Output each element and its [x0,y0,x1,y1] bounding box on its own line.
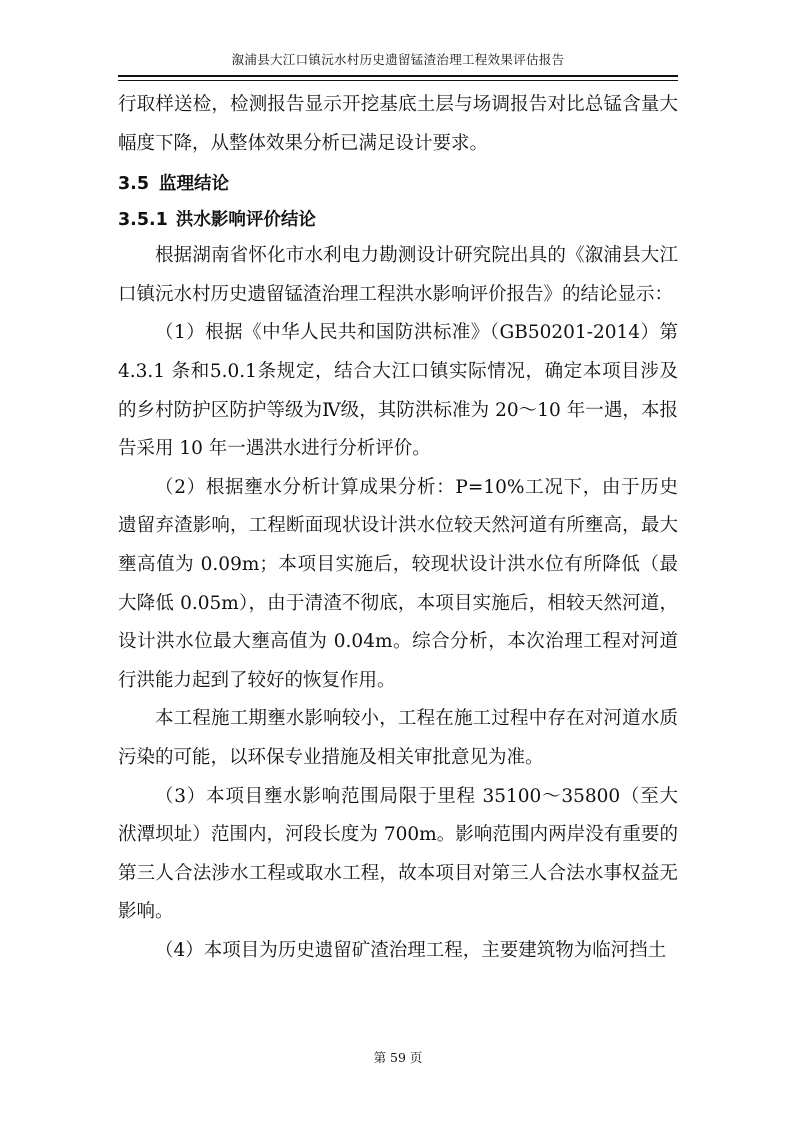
paragraph-construction-impact: 本工程施工期壅水影响较小，工程在施工过程中存在对河道水质污染的可能，以环保专业措施及相关审批意见为准。 [118,708,678,768]
paragraph-intro: 根据湖南省怀化市水利电力勘测设计研究院出具的《溆浦县大江口镇沅水村历史遗留锰渣治理工程洪水影响评价报告》的结论显示： [118,245,678,305]
page-body [118,86,678,970]
paragraph-item-1: （1）根据《中华人民共和国防洪标准》（GB50201-2014）第 4.3.1 条和5.0.1条规定，结合大江口镇实际情况，确定本项目涉及的乡村防护区防护等级为Ⅳ级，其防洪标准为 20～10 年一遇，本报告采用 10 年一遇洪水进行分析评价。 [118,322,678,460]
section-number: 3.5 [118,174,150,195]
header-rule-thin [118,80,678,81]
paragraph-item-3: （3）本项目壅水影响范围局限于里程 35100～35800（至大洑潭坝址）范围内，河段长度为 700m。影响范围内两岸没有重要的第三人合法涉水工程或取水工程，故本项目对第三人合法水事权益无影响。 [118,785,678,923]
continued-paragraph: 行取样送检，检测报告显示开挖基底土层与场调报告对比总锰含量大幅度下降，从整体效果分析已满足设计要求。 [118,94,678,154]
header-rule-thick [118,75,678,77]
paragraph-item-2: （2）根据壅水分析计算成果分析：P=10%工况下，由于历史遗留弃渣影响，工程断面现状设计洪水位较天然河道有所壅高，最大壅高值为 0.09m；本项目实施后，较现状设计洪水位有所降低（最大降低 0.05m），由于清渣不彻底，本项目实施后，相较天然河道，设计洪水位最大壅高值为 0.04m。综合分析，本次治理工程对河道行洪能力起到了较好的恢复作用。 [118,476,678,691]
subsection-number: 3.5.1 [118,210,168,231]
subsection-heading-3-5-1 [118,211,678,229]
running-header: 溆浦县大江口镇沅水村历史遗留锰渣治理工程效果评估报告 [231,52,565,67]
paragraph-item-4: （4）本项目为历史遗留矿渣治理工程，主要建筑物为临河挡土 [155,939,667,961]
section-title: 监理结论 [159,174,230,195]
section-heading-3-5 [118,175,678,193]
subsection-title: 洪水影响评价结论 [175,210,316,231]
page-number: 第 59 页 [373,1050,423,1065]
